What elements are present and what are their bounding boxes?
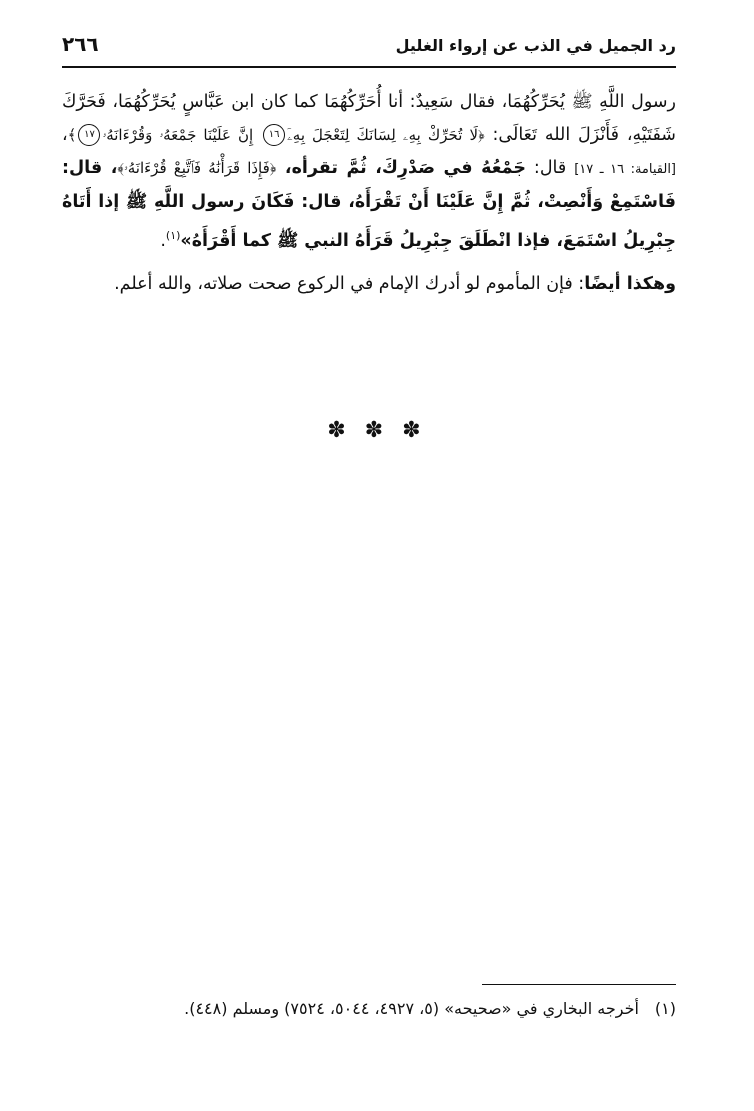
footnote-marker: (١) <box>654 999 676 1018</box>
hadith-bold-1: جَمْعُهُ في صَدْرِكَ، ثُمَّ تقرأه، <box>276 158 526 178</box>
page-header <box>62 30 676 68</box>
quran-verse-1: ﴿لَا تُحَرِّكْ بِهِۦ لِسَانَكَ لِتَعْجَلَ بِهِۦٓ <box>287 126 485 144</box>
hadith-text: رسول اللَّهِ ﷺ يُحَرِّكُهُمَا، فقال سَعِيدٌ: أنا أُحَرِّكُهُمَا كما كان ابن عَبَّاسٍ يُحَرِّكُهُمَا، فَحَرَّكَ شَفَتَيْهِ، فَأَنْزَلَ الله تَعَالَى: <box>62 92 676 145</box>
paragraph-1: رسول اللَّهِ ﷺ يُحَرِّكُهُمَا، فقال سَعِيدٌ: أنا أُحَرِّكُهُمَا كما كان ابن عَبَّاسٍ يُحَرِّكُهُمَا، فَحَرَّكَ شَفَتَيْهِ، فَأَنْزَلَ الله تَعَالَى: ﴿لَا تُحَرِّكْ بِهِۦ لِسَانَكَ لِتَعْجَلَ بِهِۦٓ١٦ إِنَّ عَلَيْنَا جَمْعَهُۥ وَقُرْءَانَهُۥ١٧﴾، [القيامة: ١٦ ـ ١٧] قال: جَمْعُهُ في صَدْرِكَ، ثُمَّ تقرأه، ﴿فَإِذَا قَرَأْنَٰهُ فَٱتَّبِعْ قُرْءَانَهُۥ﴾، قال: فَاسْتَمِعْ وَأَنْصِتْ، ثُمَّ إِنَّ عَلَيْنَا أَنْ تَقْرَأَهُ، قال: فَكَانَ رسول اللَّهِ ﷺ إذا أَتَاهُ جِبْرِيلُ اسْتَمَعَ، فإذا انْطَلَقَ جِبْرِيلُ قَرَأَهُ النبي ﷺ كما أَقْرَأَهُ»$^{(١)}$. <box>62 92 676 251</box>
surah-reference: [القيامة: ١٦ ـ ١٧] <box>574 162 676 177</box>
footnote-text: أخرجه البخاري في «صحيحه» (٥، ٤٩٢٧، ٥٠٤٤، ٧٥٢٤) ومسلم (٤٤٨). <box>184 999 639 1018</box>
paragraph-2-lead: وهكذا أيضًا <box>584 273 676 294</box>
main-text <box>62 86 676 301</box>
quran-verse-3: ﴿فَإِذَا قَرَأْنَٰهُ فَٱتَّبِعْ قُرْءَانَهُۥ﴾ <box>117 159 277 177</box>
footnote <box>76 996 676 1022</box>
hadith-bold-2: ، قال: فَاسْتَمِعْ وَأَنْصِتْ، ثُمَّ إِنَّ عَلَيْنَا أَنْ تَقْرَأَهُ، قال: فَكَانَ رسول اللَّهِ ﷺ إذا أَتَاهُ جِبْرِيلُ اسْتَمَعَ، فإذا انْطَلَقَ جِبْرِيلُ قَرَأَهُ النبي ﷺ كما أَقْرَأَهُ» <box>62 158 676 251</box>
hadith-text-2: قال: <box>525 158 575 178</box>
paragraph-2-text: : فإن المأموم لو أدرك الإمام في الركوع صحت صلاته، والله أعلم. <box>114 273 585 294</box>
running-title: رد الجميل في الذب عن إرواء الغليل <box>395 36 676 55</box>
ayah-marker-16: ١٦ <box>263 124 285 146</box>
quran-verse-close: ﴾ <box>67 126 77 144</box>
page-number: ٢٦٦ <box>62 32 99 56</box>
ayah-marker-17: ١٧ <box>78 124 100 146</box>
section-separator: ✽ ✽ ✽ <box>327 418 427 443</box>
paragraph-2 <box>62 268 676 301</box>
footnote-divider <box>482 984 676 985</box>
quran-verse-2: إِنَّ عَلَيْنَا جَمْعَهُۥ وَقُرْءَانَهُۥ <box>102 126 254 144</box>
footnote-reference: (١) <box>165 229 181 242</box>
sentence-end: . <box>160 230 166 251</box>
